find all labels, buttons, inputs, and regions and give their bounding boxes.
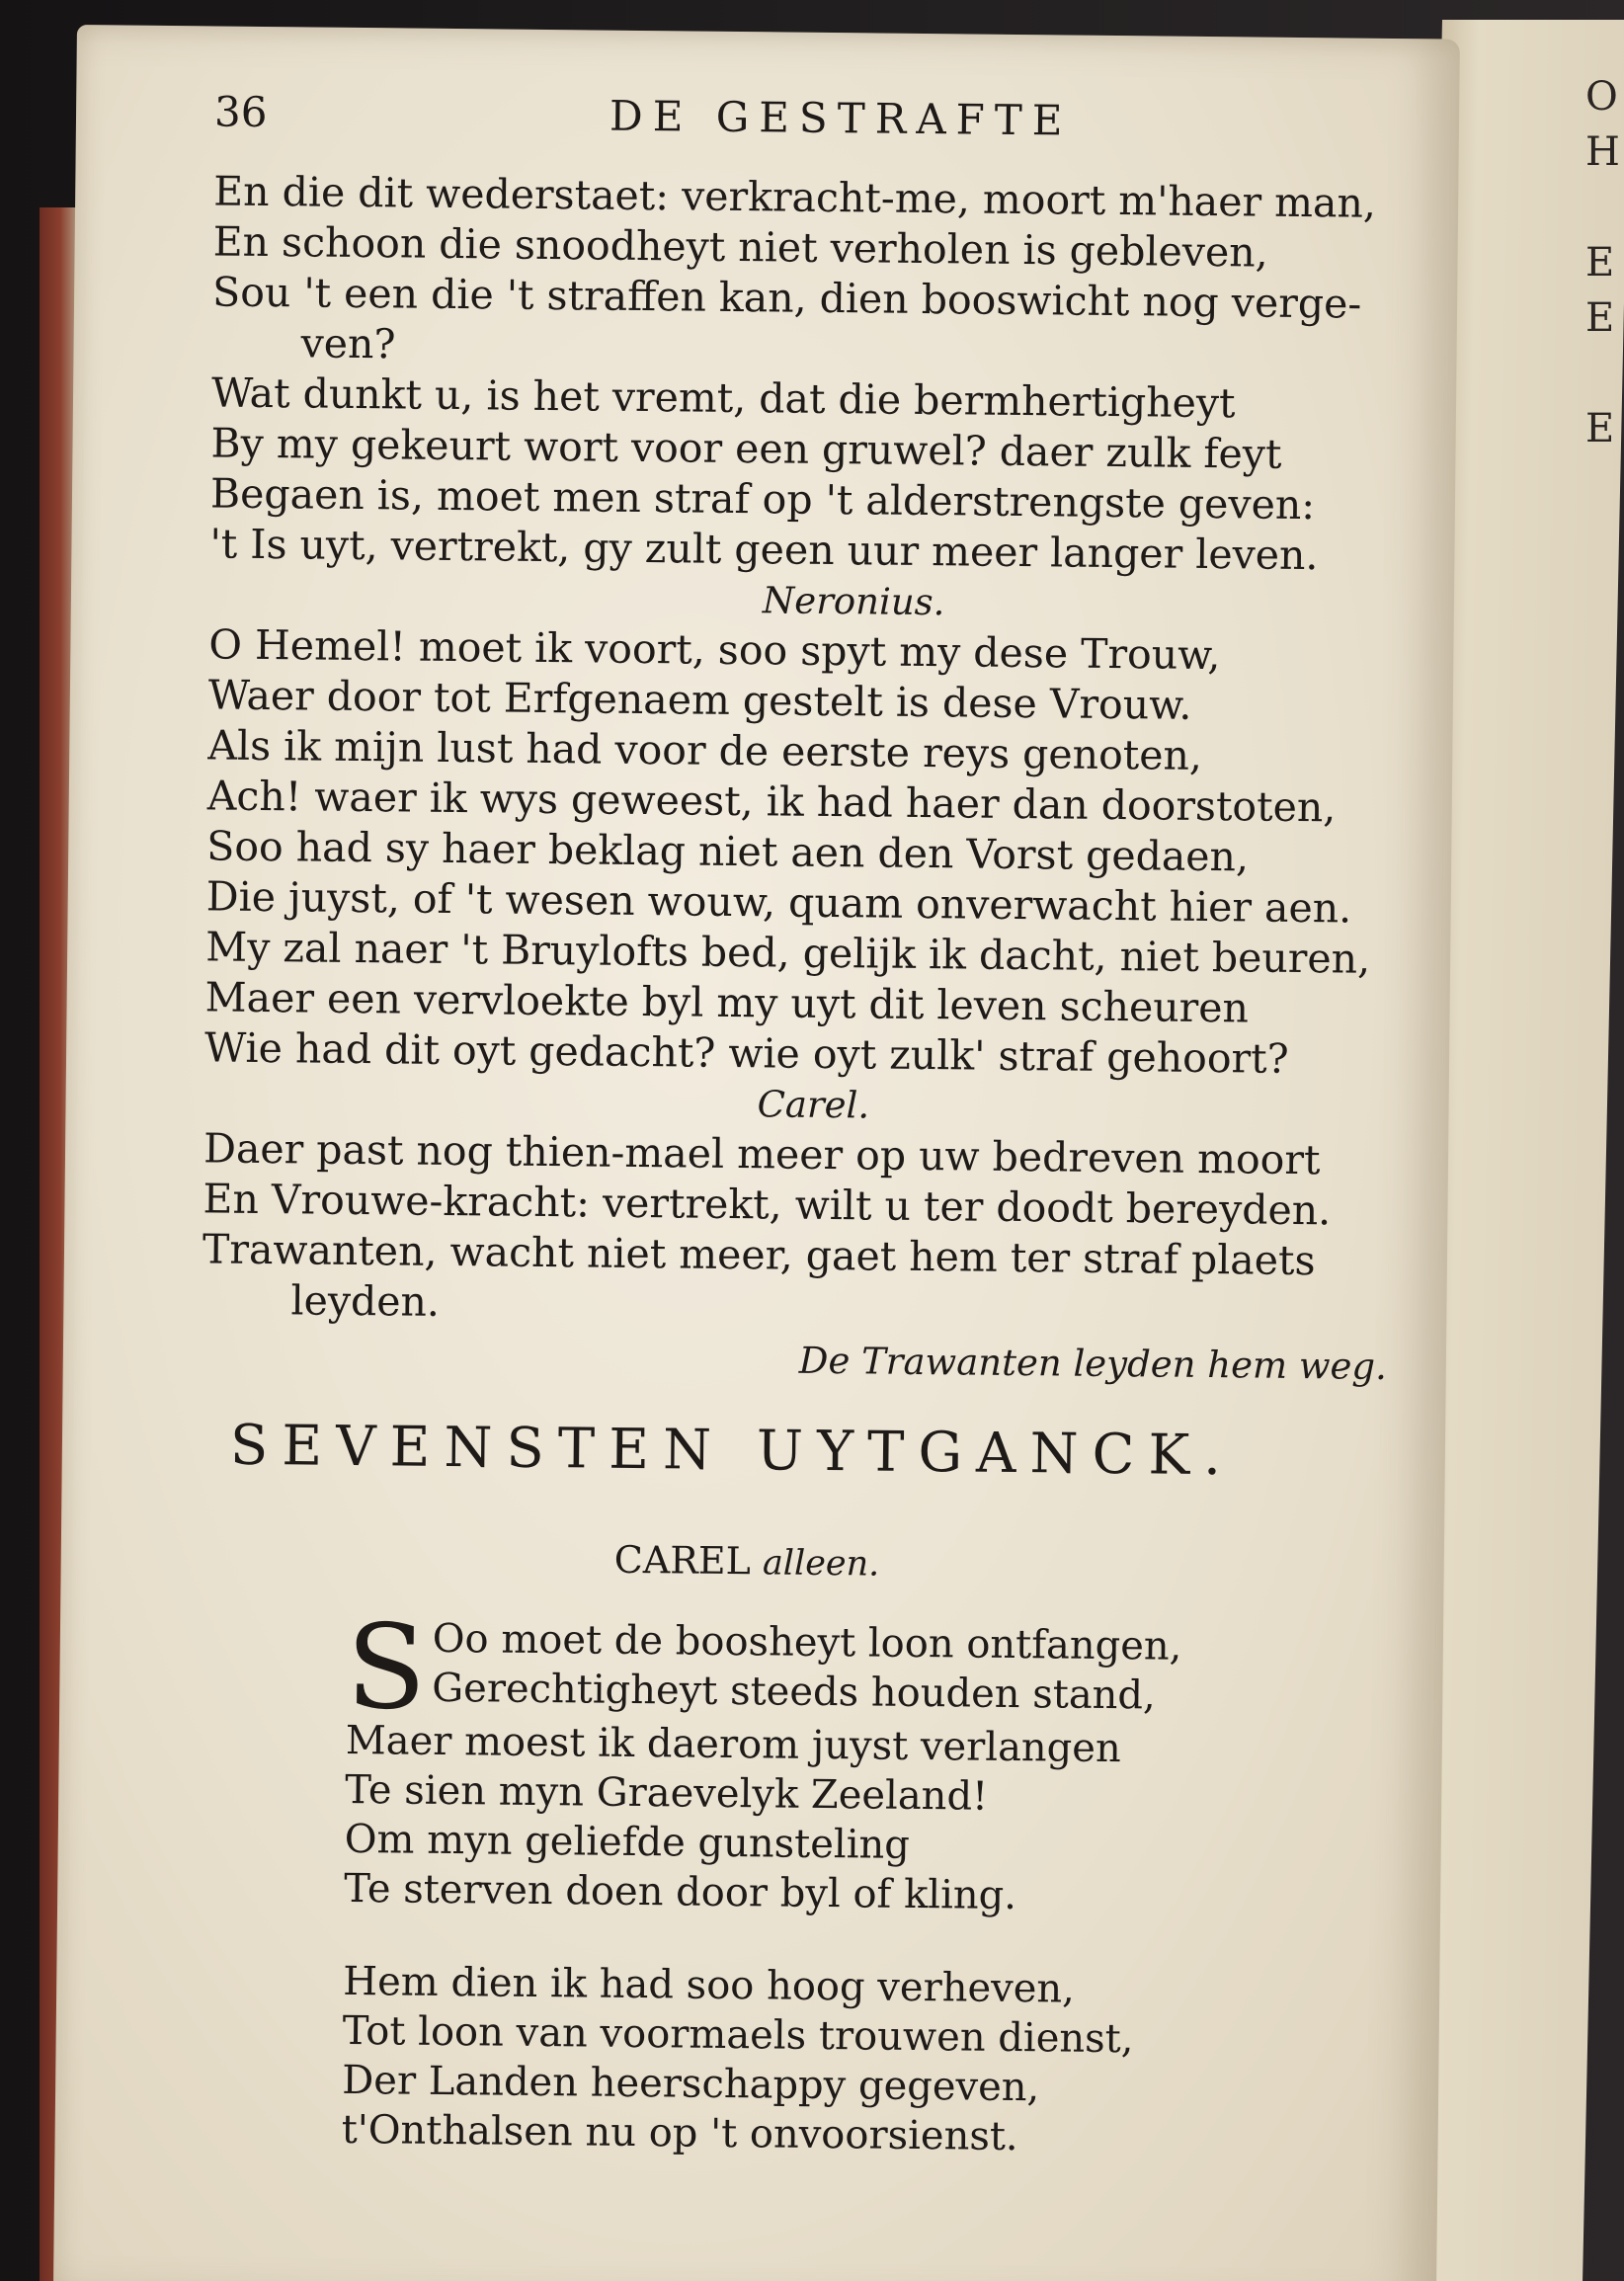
scene-speaker-note: alleen. — [762, 1543, 880, 1585]
verse-line: Te sien myn Graevelyk Zeeland! — [345, 1766, 989, 1820]
verse-line: En die dit wederstaet: verkracht-me, moort m'haer man, — [212, 167, 1377, 227]
facing-letter — [1585, 346, 1620, 401]
facing-letter: H — [1585, 129, 1620, 175]
facing-letter: E — [1585, 406, 1615, 451]
speech-block — [202, 1123, 1428, 1338]
speech-block — [204, 619, 1434, 1086]
verse-line: Begaen is, moet men straf op 't alderstrengste geven: — [209, 469, 1316, 530]
facing-letter: O — [1585, 74, 1618, 120]
verse-line: Sou 't een die 't straffen kan, dien booswicht nog verge- — [211, 268, 1362, 328]
verse-line: Gerechtigheyt steeds houden stand, — [431, 1665, 1156, 1719]
verse-line: Maer een vervloekte byl my uyt dit leven scheuren — [204, 973, 1250, 1032]
verse-line: En schoon die snoodheyt niet verholen is gebleven, — [212, 217, 1268, 277]
page-text — [193, 87, 1439, 2165]
page-header — [214, 87, 1440, 179]
verse-line: Soo had sy haer beklag niet aen den Vorst gedaen, — [206, 822, 1250, 881]
stage-direction: De Trawanten leyden hem weg. — [798, 1339, 1388, 1388]
verse-line: Oo moet de boosheyt loon ontfangen, — [432, 1615, 1182, 1670]
verse-line: Als ik mijn lust had voor de eerste reys genoten, — [207, 721, 1203, 779]
verse-line: Maer moest ik daerom juyst verlangen — [345, 1717, 1121, 1772]
verse-line: Wie had dit oyt gedacht? wie oyt zulk' straf gehoort? — [203, 1023, 1289, 1083]
facing-letter — [1585, 180, 1620, 235]
verse-line: My zal naer 't Bruylofts bed, gelijk ik dacht, niet beuren, — [204, 923, 1371, 983]
facing-letter: E — [1585, 240, 1615, 285]
verse-line: Hem dien ik had soo hoog verheven, — [343, 1958, 1076, 2012]
scene-speaker — [199, 1530, 1423, 1594]
verse-line: Der Landen heerschappy gegeven, — [341, 2057, 1040, 2111]
speaker-name: Neronius. — [762, 579, 945, 624]
song-stanza — [193, 1597, 1423, 2165]
facing-page-letters — [1585, 69, 1620, 456]
verse-line: Tot loon van voormaels trouwen dienst, — [342, 2007, 1134, 2063]
page-number: 36 — [213, 87, 268, 137]
verse-line: ven? — [300, 319, 396, 368]
running-title: DE GESTRAFTE — [609, 91, 1073, 145]
verse-line: Die juyst, of 't wesen wouw, quam onverwacht hier aen. — [205, 872, 1352, 933]
verse-line: 't Is uyt, vertrekt, gy zult geen uur meer langer leven. — [209, 520, 1319, 580]
verse-line: O Hemel! moet ik voort, soo spyt my dese Trouw, — [208, 620, 1221, 680]
facing-letter: E — [1585, 295, 1615, 341]
verse-line: Waer door tot Erfgenaem gestelt is dese Vrouw. — [207, 671, 1192, 729]
verse-line: En Vrouwe-kracht: vertrekt, wilt u ter doodt bereyden. — [203, 1175, 1332, 1235]
verse-line: Daer past nog thien-mael meer op uw bedreven moort — [203, 1124, 1321, 1184]
verse-line: Ach! waer ik wys geweest, ik had haer dan doorstoten, — [206, 772, 1337, 832]
drop-cap: S — [345, 1597, 428, 1736]
book-page — [53, 25, 1460, 2281]
verse-line: Wat dunkt u, is het vremt, dat die bermhertigheyt — [210, 368, 1236, 428]
verse-line: Trawanten, wacht niet meer, gaet hem ter straf plaets — [202, 1225, 1316, 1285]
speech-block — [209, 166, 1438, 582]
verse-line: t'Onthalsen nu op 't onvoorsienst. — [341, 2106, 1018, 2160]
scene-speaker-name: CAREL — [613, 1537, 752, 1584]
verse-line: Om myn geliefde gunsteling — [344, 1816, 911, 1868]
speaker-name: Carel. — [757, 1083, 870, 1127]
verse-line: Te sterven doen door byl of kling. — [344, 1865, 1017, 1919]
verse-line: By my gekeurt wort voor een gruwel? daer zulk feyt — [210, 419, 1282, 478]
scene-title: SEVENSTEN UYTGANCK. — [229, 1413, 1236, 1489]
verse-line: leyden. — [290, 1276, 441, 1326]
